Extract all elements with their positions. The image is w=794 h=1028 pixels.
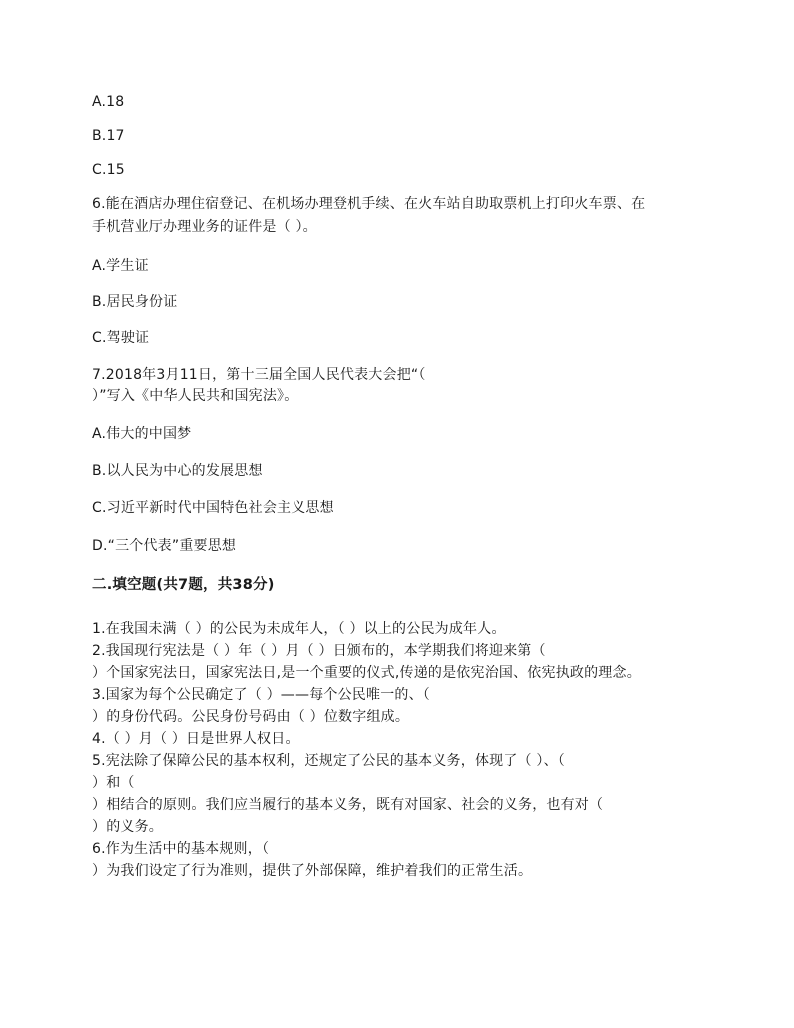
q7-stem-line2: ）”写入《中华人民共和国宪法》。 <box>92 388 299 404</box>
fill-line: ）的身份代码。公民身份号码由（ ）位数字组成。 <box>92 709 410 725</box>
q7-option-c: C.习近平新时代中国特色社会主义思想 <box>92 500 334 516</box>
q6-stem-line2: 手机营业厅办理业务的证件是（ ）。 <box>92 219 317 235</box>
fill-line: ）和（ <box>92 775 135 791</box>
fill-line: 6.作为生活中的基本规则，（ <box>92 841 270 857</box>
fill-line: 4.（ ）月（ ）日是世界人权日。 <box>92 731 300 747</box>
q5-option-a: A.18 <box>92 94 125 110</box>
q6-option-b: B.居民身份证 <box>92 294 178 310</box>
q7-option-a: A.伟大的中国梦 <box>92 426 192 442</box>
q6-option-c: C.驾驶证 <box>92 330 150 346</box>
q6-option-a: A.学生证 <box>92 258 149 274</box>
fill-line: 2.我国现行宪法是（ ）年（ ）月（ ）日颁布的，本学期我们将迎来第（ <box>92 643 546 659</box>
q5-option-c: C.15 <box>92 162 125 178</box>
fill-line: 1.在我国未满（ ）的公民为未成年人，（ ）以上的公民为成年人。 <box>92 621 506 637</box>
fill-line: ）相结合的原则。我们应当履行的基本义务，既有对国家、社会的义务，也有对（ <box>92 797 604 813</box>
q5-option-b: B.17 <box>92 128 125 144</box>
q6-stem-line1: 6.能在酒店办理住宿登记、在机场办理登机手续、在火车站自助取票机上打印火车票、在 <box>92 196 646 212</box>
q7-option-b: B.以人民为中心的发展思想 <box>92 463 263 479</box>
section-heading: 二.填空题(共7题，共38分) <box>92 577 275 593</box>
q7-option-d: D.“三个代表”重要思想 <box>92 538 237 554</box>
q7-stem-line1: 7.2018年3月11日，第十三届全国人民代表大会把“（ <box>92 367 426 383</box>
fill-line: 3.国家为每个公民确定了（ ）——每个公民唯一的、（ <box>92 687 431 703</box>
fill-line: ）个国家宪法日，国家宪法日,是一个重要的仪式,传递的是依宪治国、依宪执政的理念。 <box>92 665 641 681</box>
fill-line: ）为我们设定了行为准则，提供了外部保障，维护着我们的正常生活。 <box>92 863 533 879</box>
fill-line: 5.宪法除了保障公民的基本权利，还规定了公民的基本义务，体现了（ ）、（ <box>92 753 566 769</box>
fill-line: ）的义务。 <box>92 819 163 835</box>
